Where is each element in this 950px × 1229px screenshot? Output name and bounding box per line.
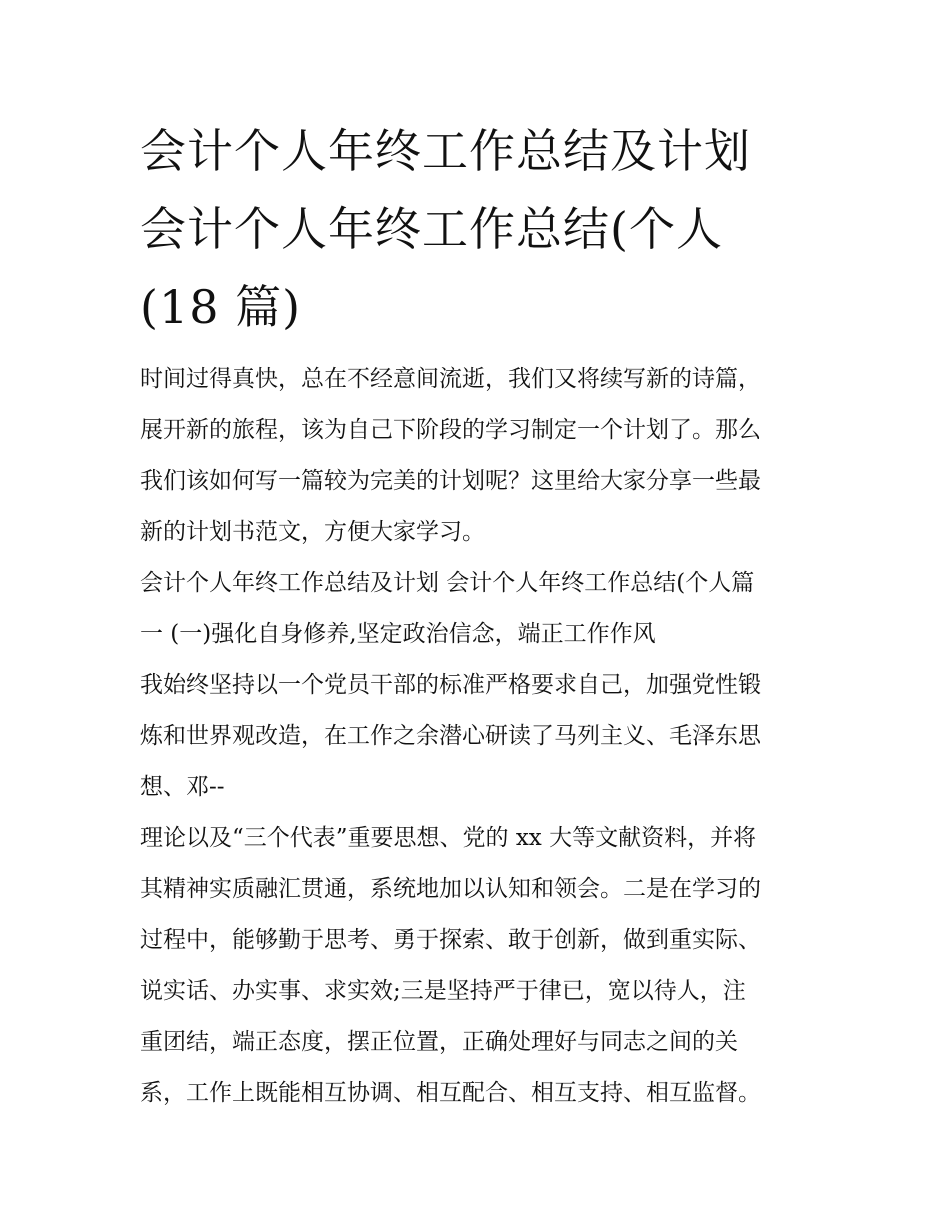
text-line: 时间过得真快，总在不经意间流逝，我们又将续写新的诗篇， (140, 366, 761, 392)
text-line: 新的计划书范文，方便大家学习。 (140, 519, 485, 545)
section-heading-paragraph (140, 558, 820, 660)
text-line: 想、邓-- (140, 774, 225, 800)
text-line: 我们该如何写一篇较为完美的计划呢？这里给大家分享一些最 (140, 468, 761, 494)
text-line: 我始终坚持以一个党员干部的标准严格要求自己，加强党性锻 (140, 672, 761, 698)
text-line: 重团结，端正态度，摆正位置，正确处理好与同志之间的关 (140, 1029, 738, 1055)
title-line: 会计个人年终工作总结及计划 (140, 124, 751, 178)
body-paragraph (140, 813, 820, 1119)
text-line: 炼和世界观改造，在工作之余潜心研读了马列主义、毛泽东思 (140, 723, 761, 749)
body-paragraph (140, 660, 820, 813)
text-line: 展开新的旅程，该为自己下阶段的学习制定一个计划了。那么 (140, 417, 761, 443)
title-line: (18 篇) (140, 280, 302, 334)
text-line: 过程中，能够勤于思考、勇于探索、敢于创新，做到重实际、 (140, 927, 761, 953)
title-line: 会计个人年终工作总结(个人 (140, 202, 723, 256)
text-line: 一 (一)强化自身修养,坚定政治信念，端正工作作风 (140, 621, 656, 647)
text-line: 说实话、办实事、求实效;三是坚持严于律已，宽以待人，注 (140, 978, 746, 1004)
text-line: 会计个人年终工作总结及计划 会计个人年终工作总结(个人篇 (140, 570, 755, 596)
text-line: 系，工作上既能相互协调、相互配合、相互支持、相互监督。 (140, 1080, 761, 1106)
document-page (140, 112, 820, 1119)
text-line: 其精神实质融汇贯通，系统地加以认知和领会。二是在学习的 (140, 876, 761, 902)
document-title (140, 112, 820, 346)
intro-paragraph (140, 354, 820, 558)
text-line: 理论以及“三个代表”重要思想、党的 xx 大等文献资料，并将 (140, 825, 757, 851)
